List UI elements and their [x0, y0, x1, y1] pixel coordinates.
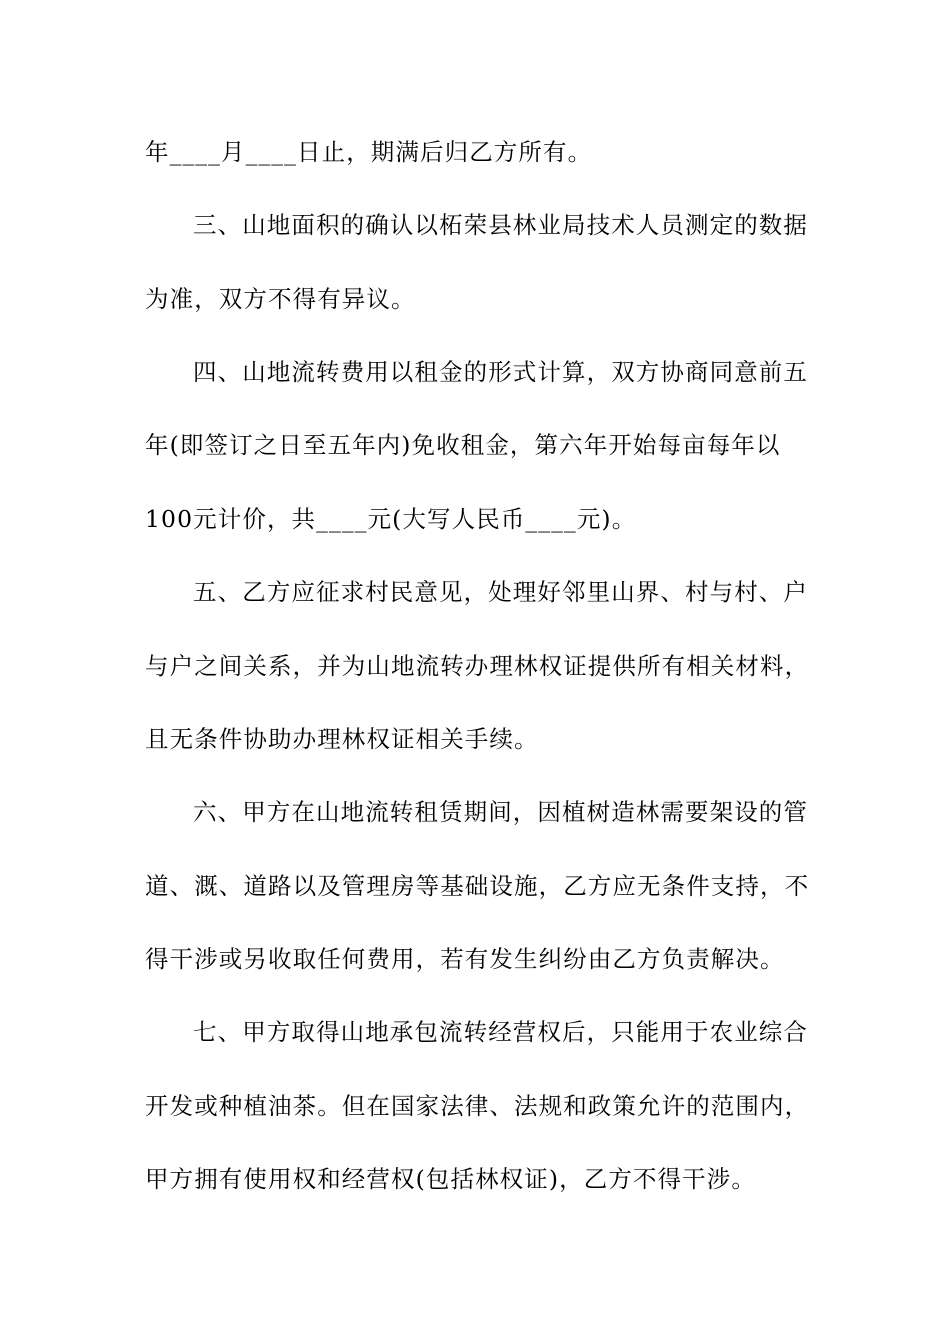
clause-seven-line: 七、甲方取得山地承包流转经营权后，只能用于农业综合: [193, 1018, 808, 1046]
clause-six-line: 六、甲方在山地流转租赁期间，因植树造林需要架设的管: [193, 798, 808, 826]
text-line: 年(即签订之日至五年内)免收租金，第六年开始每亩每年以: [145, 431, 781, 459]
text-line: 且无条件协助办理林权证相关手续。: [145, 725, 539, 753]
text-line: 开发或种植油茶。但在国家法律、法规和政策允许的范围内，: [145, 1092, 810, 1120]
text-line: 甲方拥有使用权和经营权(包括林权证)，乙方不得干涉。: [145, 1165, 756, 1193]
clause-four-line: 四、山地流转费用以租金的形式计算，双方协商同意前五: [193, 358, 808, 386]
text-line: 100元计价，共____元(大写人民币____元)。: [145, 505, 637, 533]
clause-five-line: 五、乙方应征求村民意见，处理好邻里山界、村与村、户: [193, 578, 808, 606]
text-line: 年____月____日止，期满后归乙方所有。: [145, 138, 593, 166]
text-line: 与户之间关系，并为山地流转办理林权证提供所有相关材料，: [145, 652, 810, 680]
text-line: 为准，双方不得有异议。: [145, 285, 416, 313]
text-line: 道、溉、道路以及管理房等基础设施，乙方应无条件支持，不: [145, 872, 810, 900]
text-line: 得干涉或另收取任何费用，若有发生纠纷由乙方负责解决。: [145, 945, 785, 973]
clause-three-line: 三、山地面积的确认以柘荣县林业局技术人员测定的数据: [193, 211, 808, 239]
